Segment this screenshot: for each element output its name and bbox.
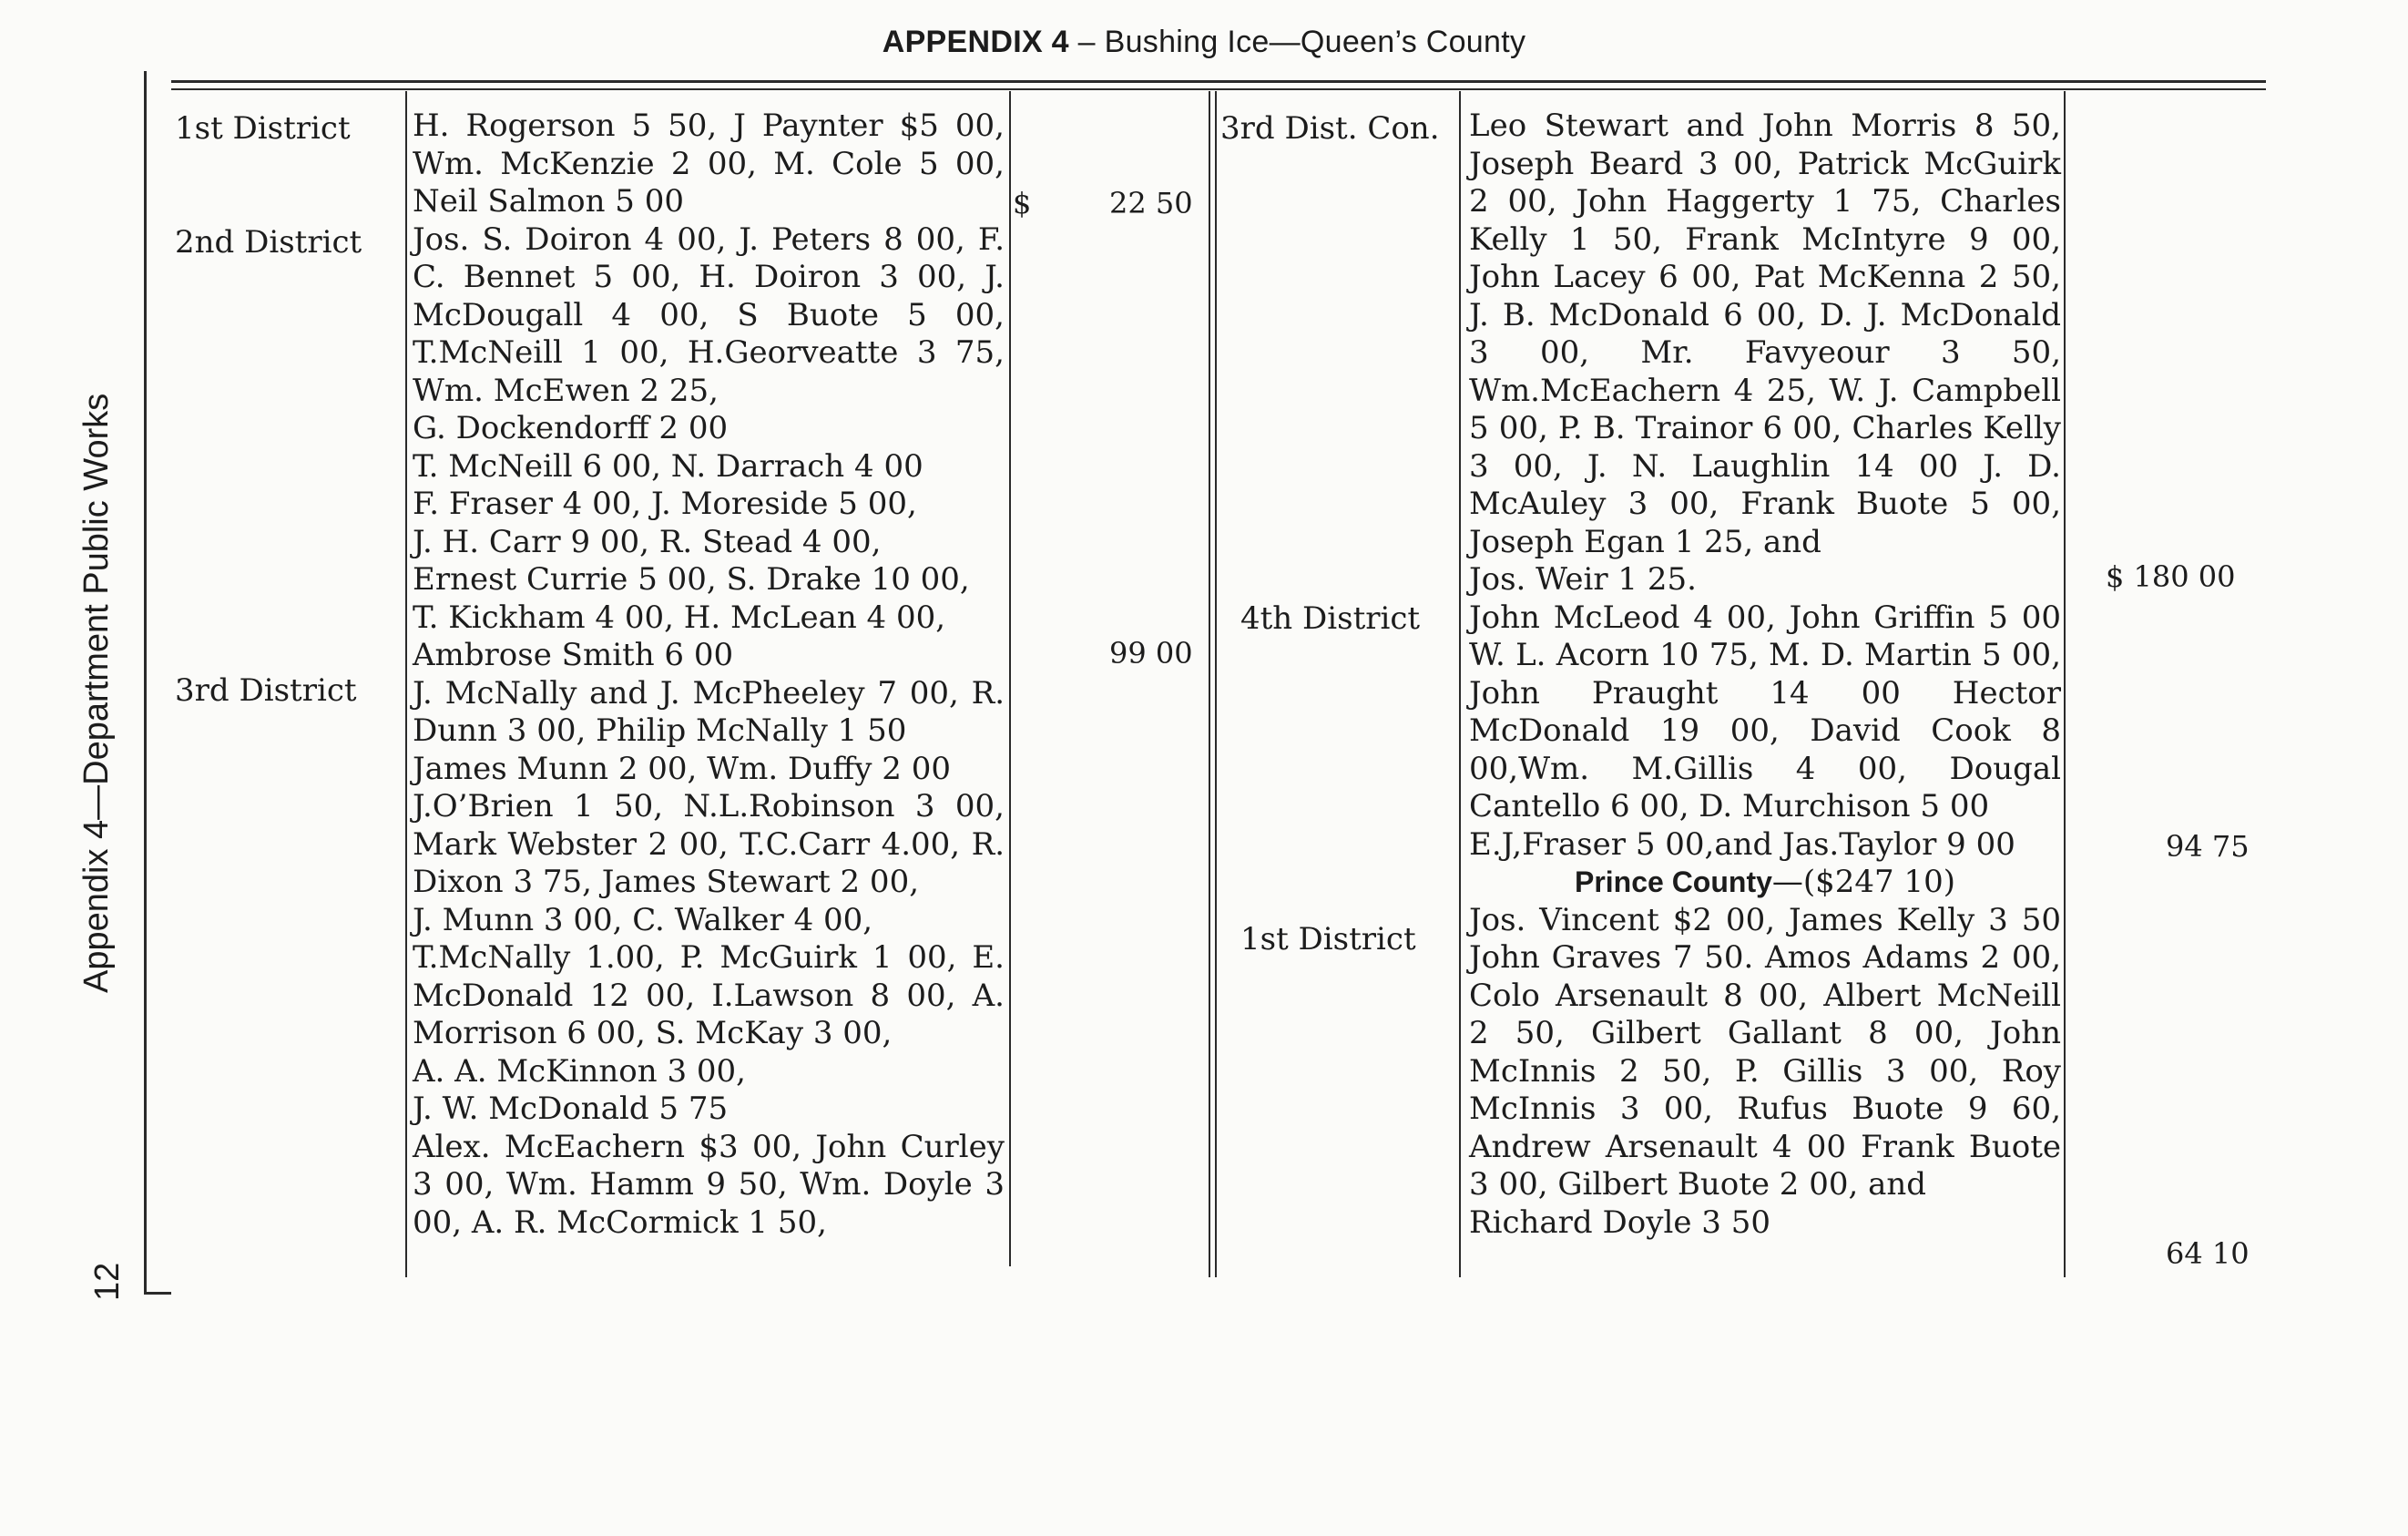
entry: John McLeod 4 00, John Griffin 5 00 W. L. Acorn 10 75, M. D. Martin 5 00, John Praught 14 00 Hector McDonald 19 00, David Cook 8 00,Wm. M.Gillis 4 00, Dougal Cantello 6 00, D. Murchison 5 00 <box>1469 599 2061 824</box>
entry: T.McNally 1.00, P. McGuirk 1 00, E. McDonald 12 00, I.Lawson 8 00, A. Morrison 6 00, S. McKay 3 00, <box>413 939 1005 1051</box>
entry: J. H. Carr 9 00, R. Stead 4 00, <box>413 523 882 560</box>
entry: J.O’Brien 1 50, N.L.Robinson 3 00, Mark Webster 2 00, T.C.Carr 4.00, R. Dixon 3 75, James Stewart 2 00, <box>413 788 1005 900</box>
entry: A. A. McKinnon 3 00, <box>413 1052 746 1090</box>
entry: Leo Stewart and John Morris 8 50, Joseph Beard 3 00, Patrick McGuirk 2 00, John Haggerty 1 75, Charles Kelly 1 50, Frank McIntyre 9 00, John Lacey 6 00, Pat McKenna 2 50, J. B. McDonald 6 00, D. J. McDonald 3 00, Mr. Favyeour 3 50, Wm.McEachern 4 25, W. J. Campbell 5 00, P. B. Trainor 6 00, Charles Kelly 3 00, J. N. Laughlin 14 00 J. D. McAuley 3 00, Frank Buote 5 00, Joseph Egan 1 25, and <box>1469 108 2061 560</box>
entry: J. W. McDonald 5 75 <box>413 1091 729 1127</box>
entry: Alex. McEachern $3 00, John Curley 3 00, Wm. Hamm 9 50, Wm. Doyle 3 00, A. R. McCormick 1 50, <box>413 1128 1005 1241</box>
district-label: 4th District <box>1240 600 1421 637</box>
entry: F. Fraser 4 00, J. Moreside 5 00, <box>413 486 917 522</box>
entry: Richard Doyle 3 50 <box>1469 1203 1770 1241</box>
page-header <box>0 16 2408 67</box>
entry: J. McNally and J. McPheeley 7 00, R. Dunn 3 00, Philip McNally 1 50 <box>413 674 1005 749</box>
entry: Ambrose Smith 6 00 <box>413 637 734 673</box>
entry: Jos. S. Doiron 4 00, J. Peters 8 00, F. C. Bennet 5 00, H. Doiron 3 00, J. McDougall 4 00, S Buote 5 00, T.McNeill 1 00, H.Georveatte 3 75, Wm. McEwen 2 25, <box>413 220 1005 409</box>
district-amount: 99 00 <box>1109 636 1193 671</box>
entry: Jos. Vincent $2 00, James Kelly 3 50 John Graves 7 50. Amos Adams 2 00, Colo Arsenault 8 00, Albert McNeill 2 50, Gilbert Gallant 8 00, John McInnis 2 50, P. Gillis 3 00, Roy McInnis 3 00, Rufus Buote 9 60, Andrew Arsenault 4 00 Frank Buote 3 00, Gilbert Buote 2 00, and <box>1469 901 2061 1203</box>
district-label: 3rd Dist. Con. <box>1220 110 1440 147</box>
entry: T. Kickham 4 00, H. McLean 4 00, <box>413 599 946 636</box>
entry: G. Dockendorff 2 00 <box>413 410 729 446</box>
district-label: 3rd District <box>175 672 357 709</box>
district-amount: 94 75 <box>2166 829 2250 864</box>
district-label: 2nd District <box>175 224 362 261</box>
currency-sign: $ <box>1013 186 1032 220</box>
left-entries-column <box>413 108 1005 1242</box>
prince-county-heading <box>1469 864 2061 902</box>
district-label: 1st District <box>1240 921 1416 957</box>
header-rule-bottom <box>171 88 2266 90</box>
center-double-rule-b <box>1215 91 1217 1277</box>
header-rule-top <box>171 80 2266 83</box>
entry: E.J,Fraser 5 00,and Jas.Taylor 9 00 <box>1469 825 2015 863</box>
right-label-separator <box>1459 91 1461 1277</box>
left-label-separator <box>405 91 407 1277</box>
county-name: Prince County <box>1574 865 1772 898</box>
district-amount: 22 50 <box>1109 186 1193 220</box>
left-text-separator <box>1009 91 1011 1266</box>
entry: H. Rogerson 5 50, J Paynter $5 00, Wm. McKenzie 2 00, M. Cole 5 00, Neil Salmon 5 00 <box>413 108 1005 220</box>
entry: J. Munn 3 00, C. Walker 4 00, <box>413 901 873 938</box>
appendix-title: APPENDIX 4 <box>882 25 1069 59</box>
appendix-subtitle: – Bushing Ice—Queen’s County <box>1068 25 1526 59</box>
bottom-left-rule <box>144 1292 171 1295</box>
center-double-rule-a <box>1209 91 1210 1277</box>
left-margin-rule <box>144 71 147 1294</box>
district-label: 1st District <box>175 110 351 147</box>
side-running-title: Appendix 4—Department Public Works <box>77 393 116 993</box>
entry: Ernest Currie 5 00, S. Drake 10 00, <box>413 561 970 598</box>
district-amount: 64 10 <box>2166 1236 2250 1271</box>
right-text-separator <box>2064 91 2066 1277</box>
page-number: 12 <box>88 1262 127 1301</box>
entry: James Munn 2 00, Wm. Duffy 2 00 <box>413 750 951 787</box>
district-amount: $ 180 00 <box>2106 559 2236 594</box>
county-total: —($247 10) <box>1771 864 1956 900</box>
entry: Jos. Weir 1 25. <box>1469 561 1697 598</box>
right-entries-column <box>1469 108 2061 1242</box>
entry: T. McNeill 6 00, N. Darrach 4 00 <box>413 447 923 485</box>
